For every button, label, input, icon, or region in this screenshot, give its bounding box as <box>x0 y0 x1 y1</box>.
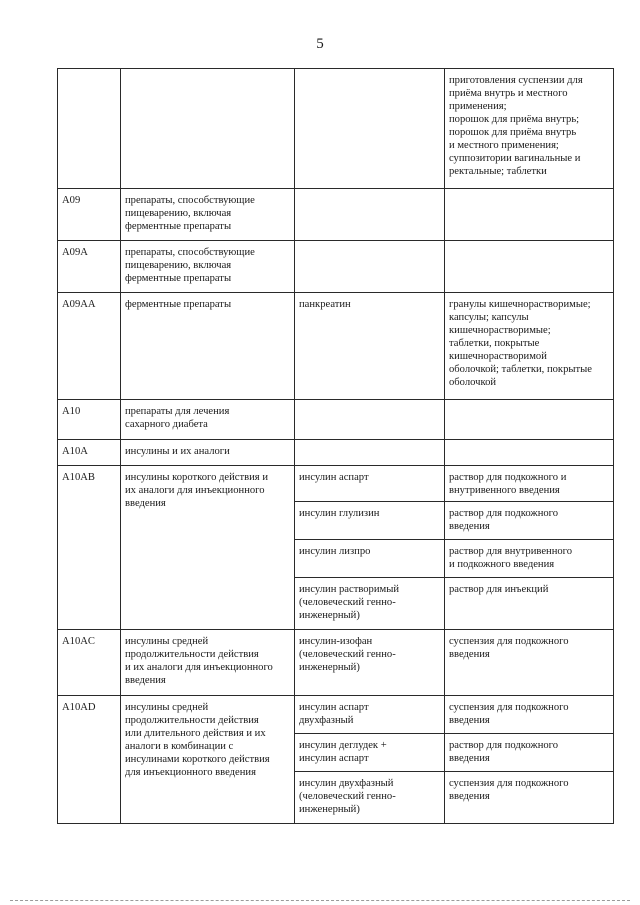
drug-name: инсулин деглудек + инсулин аспарт <box>295 734 445 772</box>
atc-code: A09A <box>58 241 121 293</box>
table-row <box>58 630 614 696</box>
group-name: ферментные препараты <box>121 293 295 400</box>
drug-name: инсулин-изофан (человеческий генно- инженерный) <box>295 630 445 696</box>
dosage-form: раствор для подкожного введения <box>445 502 614 540</box>
drug-name: инсулин двухфазный (человеческий генно- инженерный) <box>295 772 445 824</box>
drug-name <box>295 189 445 241</box>
dosage-form <box>445 440 614 466</box>
dosage-form: гранулы кишечнорастворимые; капсулы; капсулы кишечнорастворимые; таблетки, покрытые кишечнорастворимой оболочкой; таблетки, покрытые оболочкой <box>445 293 614 400</box>
drug-name <box>295 440 445 466</box>
dosage-form: раствор для внутривенного и подкожного введения <box>445 540 614 578</box>
drug-name <box>295 69 445 189</box>
dosage-form <box>445 189 614 241</box>
atc-code: A09 <box>58 189 121 241</box>
atc-code: A10AD <box>58 696 121 824</box>
dosage-form: суспензия для подкожного введения <box>445 630 614 696</box>
atc-code: A10A <box>58 440 121 466</box>
dosage-form: суспензия для подкожного введения <box>445 772 614 824</box>
group-name: инсулины короткого действия и их аналоги для инъекционного введения <box>121 466 295 630</box>
dosage-form: раствор для подкожного и внутривенного введения <box>445 466 614 502</box>
group-name: препараты, способствующие пищеварению, включая ферментные препараты <box>121 189 295 241</box>
drug-name: инсулин глулизин <box>295 502 445 540</box>
table-row <box>58 400 614 440</box>
dosage-form: раствор для подкожного введения <box>445 734 614 772</box>
drug-name <box>295 400 445 440</box>
dosage-form <box>445 400 614 440</box>
atc-code <box>58 69 121 189</box>
page-number: 5 <box>316 36 324 52</box>
table-row <box>58 189 614 241</box>
table-row <box>58 69 614 189</box>
table-row <box>58 440 614 466</box>
atc-code: A10AB <box>58 466 121 630</box>
group-name: инсулины и их аналоги <box>121 440 295 466</box>
drug-name: инсулин аспарт <box>295 466 445 502</box>
table-row <box>58 696 614 734</box>
drug-name: инсулин аспарт двухфазный <box>295 696 445 734</box>
dosage-form: приготовления суспензии для приёма внутрь и местного применения; порошок для приёма внутрь; порошок для приёма внутрь и местного применения; суппозитории вагинальные и ректальные; таблетки <box>445 69 614 189</box>
dosage-form: суспензия для подкожного введения <box>445 696 614 734</box>
table-row <box>58 293 614 400</box>
table-row <box>58 241 614 293</box>
group-name: инсулины средней продолжительности действия или длительного действия и их аналоги в комбинации с инсулинами короткого действия для инъекционного введения <box>121 696 295 824</box>
drug-name: панкреатин <box>295 293 445 400</box>
atc-code: A09AA <box>58 293 121 400</box>
atc-code: A10AC <box>58 630 121 696</box>
group-name <box>121 69 295 189</box>
group-name: препараты, способствующие пищеварению, включая ферментные препараты <box>121 241 295 293</box>
atc-code: A10 <box>58 400 121 440</box>
table-row <box>58 466 614 502</box>
drug-name: инсулин лизпро <box>295 540 445 578</box>
group-name: инсулины средней продолжительности действия и их аналоги для инъекционного введения <box>121 630 295 696</box>
group-name: препараты для лечения сахарного диабета <box>121 400 295 440</box>
dosage-form: раствор для инъекций <box>445 578 614 630</box>
drug-table <box>57 68 614 824</box>
scan-edge-line <box>10 900 630 901</box>
drug-name: инсулин растворимый (человеческий генно- инженерный) <box>295 578 445 630</box>
drug-name <box>295 241 445 293</box>
dosage-form <box>445 241 614 293</box>
